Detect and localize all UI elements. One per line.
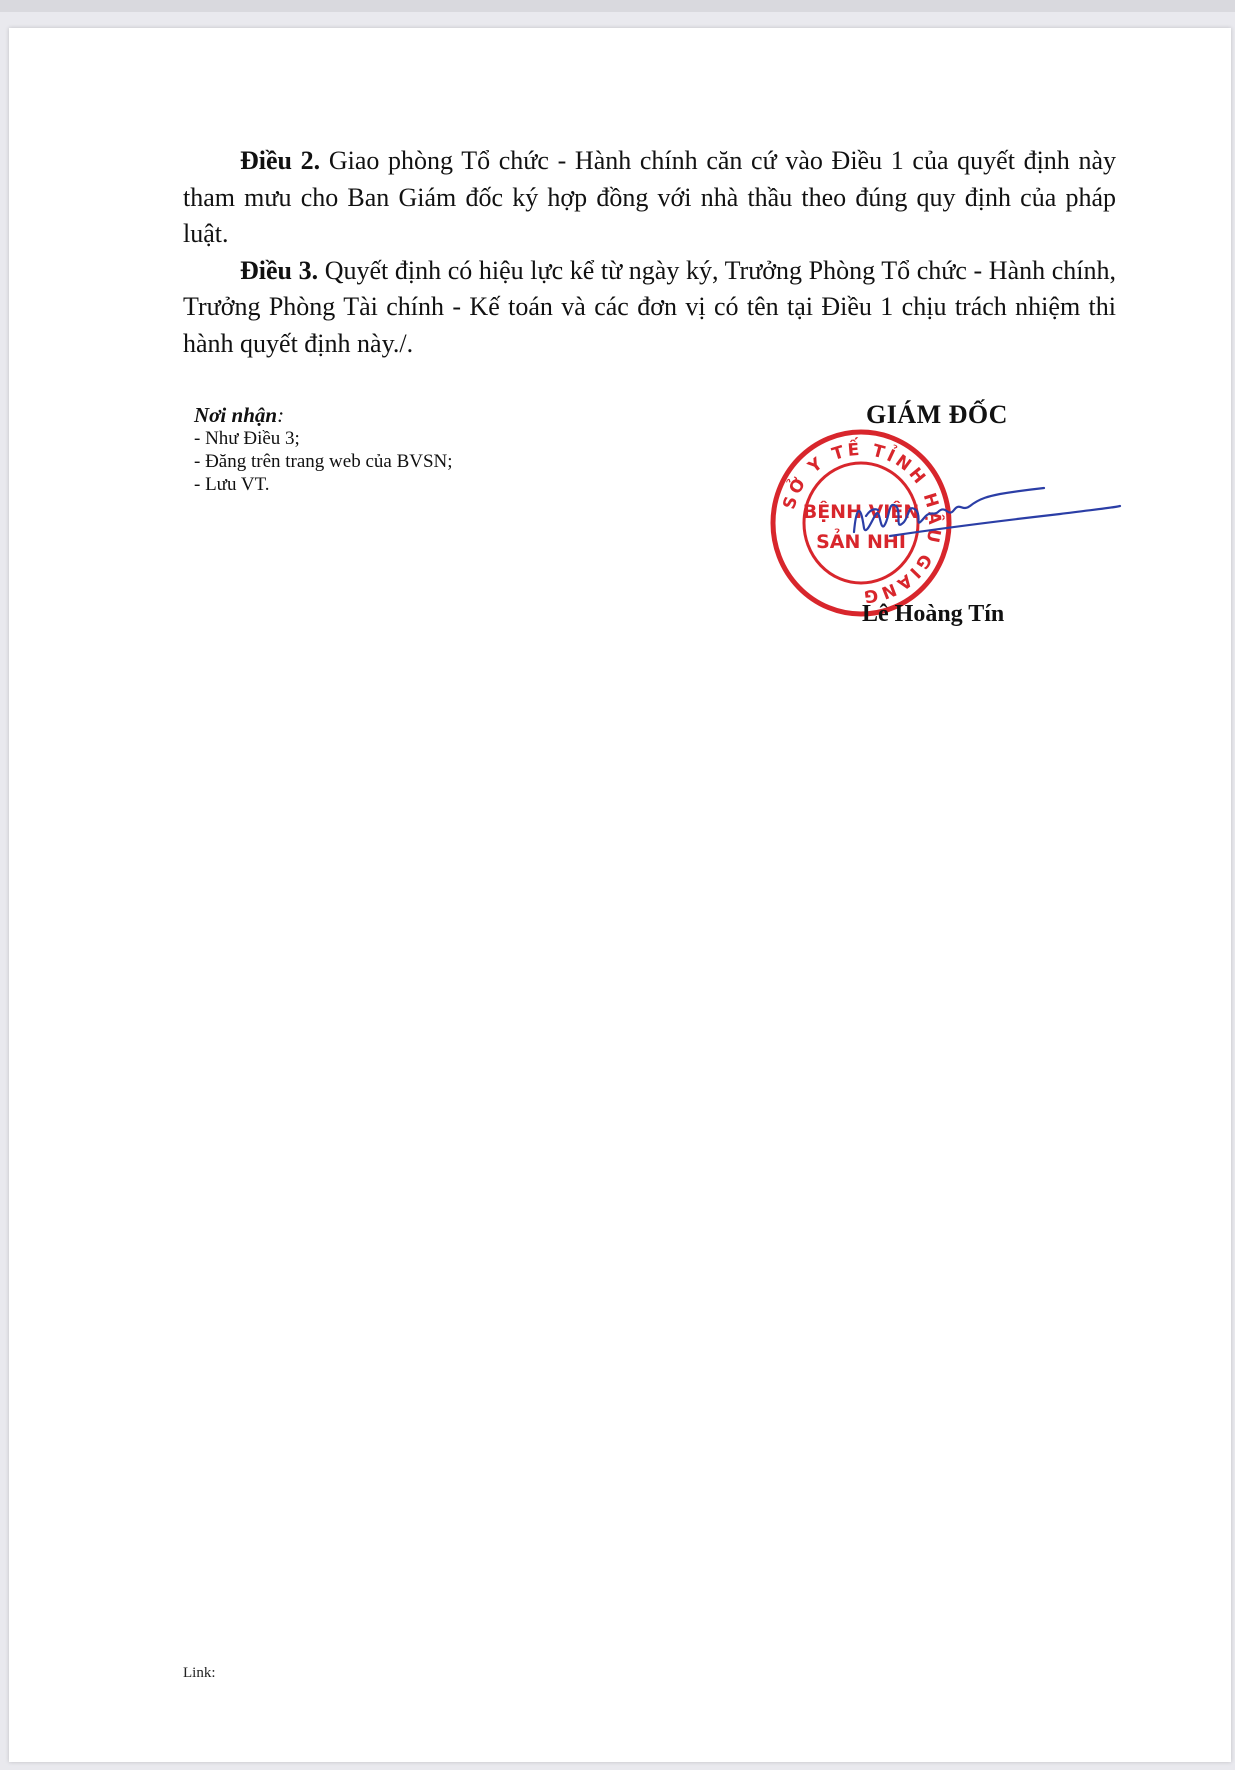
article-2-text: Giao phòng Tổ chức - Hành chính căn cứ vào Điều 1 của quyết định này tham mưu cho Ban Giám đốc ký hợp đồng với nhà thầu theo đúng quy định của pháp luật. bbox=[183, 146, 1117, 248]
article-2 bbox=[183, 143, 1116, 253]
recipient-item: - Đăng trên trang web của BVSN; bbox=[194, 451, 453, 472]
article-3 bbox=[183, 253, 1116, 363]
footer-link-label: Link: bbox=[183, 1665, 216, 1681]
article-3-label: Điều 3. bbox=[240, 255, 319, 285]
seal-ring-text: SỞ Y TẾ TỈNH HẬU GIANG bbox=[779, 439, 945, 607]
recipients-heading bbox=[194, 404, 453, 427]
seal-center-line1: BỆNH VIỆN bbox=[802, 501, 920, 523]
article-3-text: Quyết định có hiệu lực kể từ ngày ký, Trưởng Phòng Tổ chức - Hành chính, Trưởng Phòng Tài chính - Kế toán và các đơn vị có tên tại Điều 1 chịu trách nhiệm thi hành quyết định này./. bbox=[183, 255, 1117, 358]
recipients-heading-colon: : bbox=[277, 403, 285, 427]
viewer-top-strip bbox=[0, 0, 1235, 12]
handwritten-signature bbox=[850, 470, 1122, 550]
signature-title: GIÁM ĐỐC bbox=[866, 400, 1008, 429]
article-2-label: Điều 2. bbox=[240, 146, 321, 175]
document-body bbox=[183, 143, 1116, 362]
recipient-item: - Như Điều 3; bbox=[194, 428, 300, 449]
signer-name: Lê Hoàng Tín bbox=[862, 601, 1005, 627]
recipients-block bbox=[194, 404, 453, 496]
seal-center-line2: SẢN NHI bbox=[816, 531, 906, 553]
recipient-item: - Lưu VT. bbox=[194, 474, 270, 495]
recipients-heading-label: Nơi nhận bbox=[194, 403, 278, 427]
